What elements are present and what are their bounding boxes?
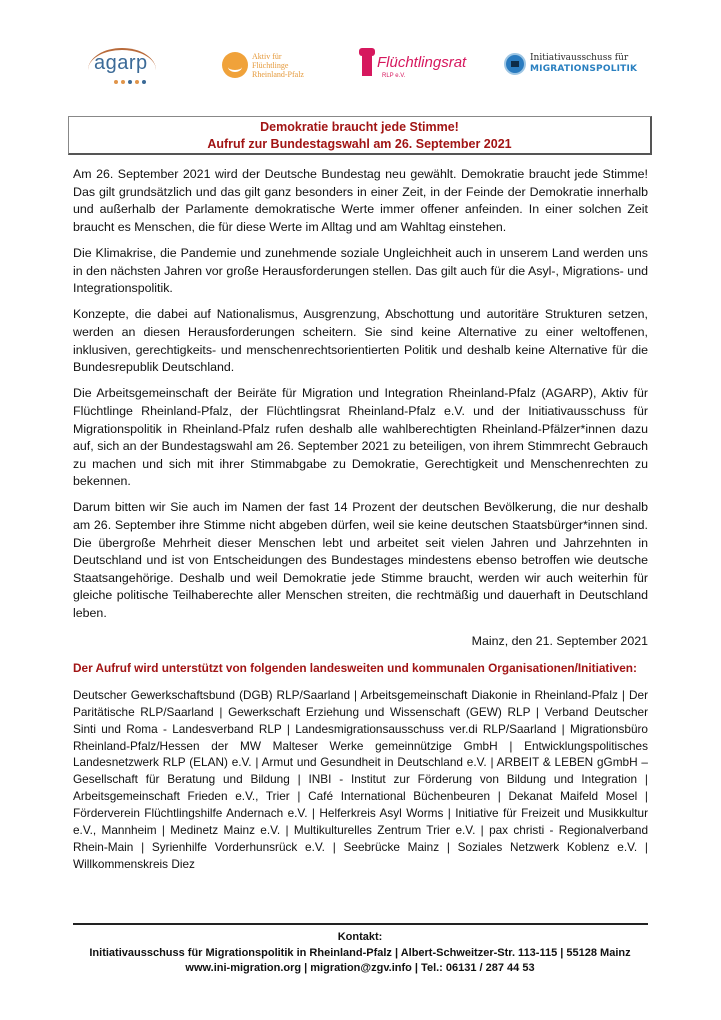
footer-divider — [73, 923, 648, 925]
aktiv-fuer-fluechtlinge-logo — [220, 40, 340, 90]
fluechtlingsrat-wordmark: Flüchtlingsrat — [377, 54, 467, 71]
agarp-wordmark: agarp — [94, 52, 148, 74]
supporters-list: Deutscher Gewerkschaftsbund (DGB) RLP/Saarland | Arbeitsgemeinschaft Diakonie in Rheinland-Pfalz | Der Paritätische RLP/Saarland | Gewerkschaft Erziehung und Wissenschaft (GEW) RLP | Verband Deutscher Sinti und Roma - Landesverband RLP | Landesmigrationsausschuss ver.di RLP/Saarland | Migrationsbüro Rheinland-Pfalz/Hessen der MW Malteser Werke gemeinnützige GmbH | Entwicklungspolitisches Landesnetzwerk RLP (ELAN) e.V. | Armut und Gesundheit in Deutschland e.V. | ARBEIT & LEBEN gGmbH – Gesellschaft für Beratung und Bildung | INBI - Institut zur Förderung von Bildung und Integration | Arbeitsgemeinschaft Frieden e.V., Trier | Café International Büchenbeuren | Dekanat Maifeld Mosel | Förderverein Flüchtlingshilfe Andernach e.V. | Helferkreis Asyl Worms | Initiative für Freizeit und Musikkultur e.V., Mannheim | Medinetz Mainz e.V. | Multikulturelles Zentrum Trier e.V. | pax christi - Regionalverband Rhein-Main | Syrienhilfe Vorderhunsrück e.V. | Seebrücke Mainz | Soziales Netzwerk Koblenz e.V. | Willkommenskreis Diez — [73, 687, 648, 871]
fluechtlingsrat-logo — [360, 40, 480, 90]
aktiv-circle-icon — [222, 52, 248, 78]
footer-contact-details: www.ini-migration.org | migration@zgv.info | Tel.: 06131 / 287 44 53 — [185, 962, 535, 974]
paragraph: Die Arbeitsgemeinschaft der Beiräte für Migration und Integration Rheinland-Pfalz (AGARP), Aktiv für Flüchtlinge Rheinland-Pfalz, der Flüchtlingsrat Rheinland-Pfalz e.V. und der Initiativausschuss für Migrationspolitik in Rheinland-Pfalz rufen deshalb alle wahlberechtigten Rheinland-Pfälzer*innen dazu auf, sich an der Bundestagswahl am 26. September 2021 zu beteiligen, von ihrem Stimmrecht Gebrauch zu machen und sich mit ihrer Stimmabgabe zu Demokratie, Gerechtigkeit und Menschenrechten zu bekennen. — [73, 386, 648, 489]
agarp-logo — [84, 40, 164, 90]
supporters-heading: Der Aufruf wird unterstützt von folgenden landesweiten und kommunalen Organisationen/Initiativen: — [73, 661, 637, 676]
footer-address: Initiativausschuss für Migrationspolitik in Rheinland-Pfalz | Albert-Schweitzer-Str. 113-115 | 55128 Mainz — [89, 946, 631, 959]
paragraph: Die Klimakrise, die Pandemie und zunehmende soziale Ungleichheit auch in unserem Land werden uns in den nächsten Jahren vor große Herausforderungen stellen. Das gilt auch für die Asyl-, Migrations- und Integrationspolitik. — [73, 245, 648, 296]
globe-icon — [504, 53, 526, 75]
aktiv-logo-text: Aktiv für Flüchtlinge Rheinland-Pfalz — [252, 52, 304, 79]
hand-icon — [362, 54, 372, 76]
initiativausschuss-logo — [502, 40, 672, 90]
title-box — [68, 116, 652, 155]
logo-row — [70, 40, 670, 95]
paragraph: Konzepte, die dabei auf Nationalismus, Ausgrenzung, Abschottung und autoritäre Strukturen setzen, werden an diesen Herausforderungen scheitern. Sie sind keine Alternative zu einer weltoffenen, inklusiven, gerechtigkeits- und menschenrechtsorientierten Politik und deshalb keine Alternative für die Bundesrepublik Deutschland. — [73, 307, 648, 375]
ini-logo-line1: Initiativausschuss für — [530, 53, 629, 63]
fluechtlingsrat-sub: RLP e.V. — [382, 73, 406, 79]
body-content — [73, 166, 648, 881]
title-line-2: Aufruf zur Bundestagswahl am 26. September 2021 — [207, 137, 512, 151]
date-line: Mainz, den 21. September 2021 — [471, 633, 648, 648]
agarp-dots-icon — [114, 80, 149, 84]
paragraph: Darum bitten wir Sie auch im Namen der fast 14 Prozent der deutschen Bevölkerung, die nur deshalb am 26. September ihre Stimme nicht abgeben dürfen, weil sie keine deutschen Staatsbürger*innen sind. Die übergroße Mehrheit dieser Menschen lebt und arbeitet seit vielen Jahren und Jahrzehnten in Deutschland und ist von Entscheidungen des Bundestages mindestens ebenso betroffen wie deutsche Staatsangehörige. Deshalb und weil Demokratie jede Stimme braucht, werden wir auch weiterhin für gleiche politische Teilhaberechte aller Menschen streiten, die rechtmäßig und dauerhaft in Deutschland leben. — [73, 500, 648, 621]
footer-contact — [60, 930, 660, 977]
ini-logo-line2: MIGRATIONSPOLITIK — [530, 64, 638, 74]
footer-heading: Kontakt: — [337, 931, 383, 943]
paragraph: Am 26. September 2021 wird der Deutsche Bundestag neu gewählt. Demokratie braucht jede Stimme! Das gilt grundsätzlich und das gilt ganz besonders in einer Zeit, in der Feinde der Demokratie innerhalb und außerhalb der Parlamente demokratische Werte immer offener anfeinden. In einer solchen Zeit braucht es Menschen, die für diese Werte im Alltag und am Wahltag einstehen. — [73, 167, 648, 234]
title-line-1: Demokratie braucht jede Stimme! — [260, 120, 459, 134]
